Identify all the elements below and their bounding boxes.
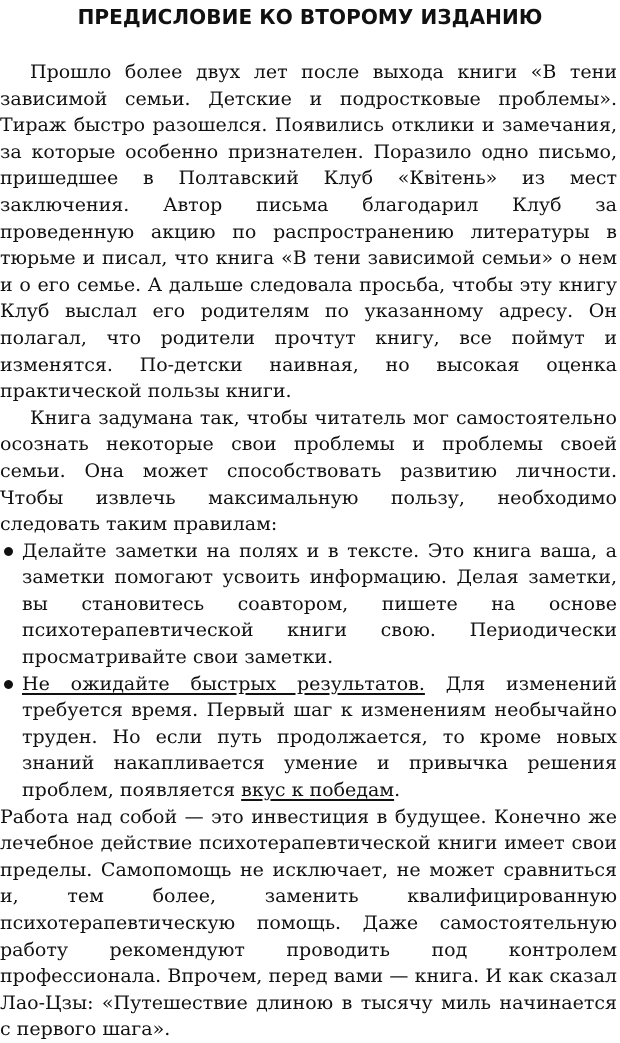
rule-text-end: . — [394, 779, 401, 802]
rule-item-patience — [0, 671, 620, 804]
paragraph-closing: Работа над собой — это инвестиция в будущее. Конечно же лечебное действие психотерапевтической книги имеет свои пределы. Самопомощь не исключает, не может сравниться и, тем более, заменить квалифицированную психотерапевтическую помощь. Даже самостоятельную работу рекомендуют проводить под контролем профессионала. Впрочем, перед вами — книга. И как сказал Лао-Цзы: «Путешествие длиною в тысячу миль начинается с первого шага». — [0, 805, 617, 1041]
paragraph-letter-story: Прошло более двух лет после выхода книги «В тени зависимой семьи. Детские и подростковые проблемы». Тираж быстро разошелся. Появились отклики и замечания, за которые особенно признателен. Поразило одно письмо, пришедшее в Полтавский Клуб «Квітень» из мест заключения. Автор письма благодарил Клуб за проведенную акцию по распространению литературы в тюрьме и писал, что книга «В тени зависимой семьи» о нем и о его семье. А дальше следовала просьба, чтобы эту книгу Клуб выслал его родителям по указанному адресу. Он полагал, что родители прочтут книгу, все поймут и изменятся. По-детски наивная, но высокая оценка практической пользы книги. — [0, 61, 617, 403]
bullet-icon — [4, 680, 13, 689]
page-title: ПРЕДИСЛОВИЕ КО ВТОРОМУ ИЗДАНИЮ — [77, 5, 543, 29]
rule-item-notes — [0, 538, 620, 671]
underlined-phrase-results: Не ожидайте быстрых результатов. — [22, 672, 425, 695]
rule-text-notes: Делайте заметки на полях и в тексте. Это книга ваша, а заметки помогают усвоить информацию. Делая заметки, вы становитесь соавтором, пишете на основе психотерапевтической книги свою. Периодически просматривайте свои заметки. — [22, 539, 617, 669]
bullet-icon — [4, 547, 13, 556]
preface-body — [0, 59, 620, 1043]
underlined-phrase-victory: вкус к победам — [241, 779, 395, 802]
paragraph-book-purpose: Книга задумана так, чтобы читатель мог самостоятельно осознать некоторые свои проблемы и проблемы своей семьи. Она может способствовать развитию личности. Чтобы извлечь максимальную пользу, необходимо следовать таким правилам: — [0, 406, 617, 536]
rule-text-patience: Для изменений требуется время. Первый шаг к изменениям необычайно труден. Но если путь продолжается, то кроме новых знаний накапливается умение и привычка решения проблем, появляется — [22, 672, 617, 802]
